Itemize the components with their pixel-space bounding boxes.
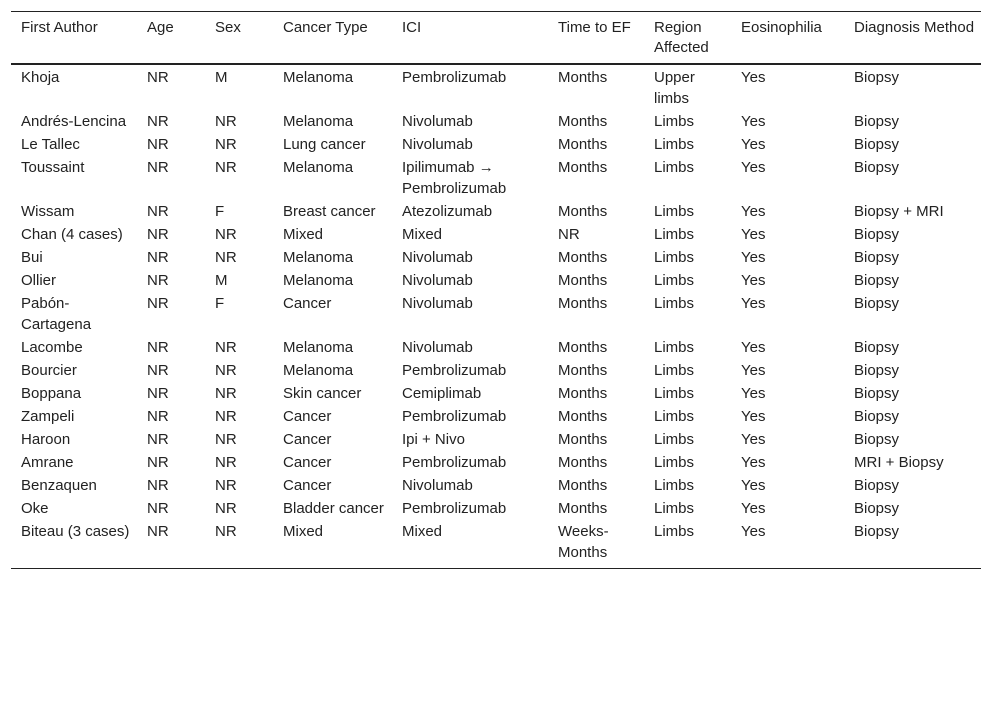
cell-eosinophilia: Yes — [741, 295, 766, 312]
cell-time-to-ef: Months — [558, 408, 608, 425]
cell-diagnosis-method: Biopsy — [854, 113, 900, 130]
cell-sex: NR — [215, 408, 237, 425]
cell-diagnosis-method: Biopsy — [854, 362, 900, 379]
cell-eosinophilia: Yes — [741, 454, 766, 471]
cell-time-to-ef: Months — [558, 249, 608, 266]
cell-diagnosis-method: Biopsy — [854, 295, 900, 312]
cell-diagnosis-method: MRI + Biopsy — [854, 454, 944, 471]
cell-age: NR — [147, 295, 169, 312]
header-ici: ICI — [392, 12, 548, 65]
cell-age: NR — [147, 477, 169, 494]
cell-time-to-ef: Months — [558, 295, 608, 312]
cell-eosinophilia: Yes — [741, 339, 766, 356]
cell-age: NR — [147, 454, 169, 471]
cell-cancer-type: Lung cancer — [283, 136, 366, 153]
cell-time-to-ef: NR — [558, 226, 580, 243]
cell-age: NR — [147, 113, 169, 130]
cell-time-to-ef: Months — [558, 477, 608, 494]
cell-sex: NR — [215, 226, 237, 243]
cell-sex: NR — [215, 362, 237, 379]
cell-ici: Ipi + Nivo — [402, 431, 465, 448]
cell-first-author: Oke — [21, 500, 49, 517]
cell-cancer-type: Mixed — [283, 523, 324, 540]
cell-diagnosis-method: Biopsy + MRI — [854, 203, 944, 220]
cell-age: NR — [147, 272, 169, 289]
cell-region-affected: Limbs — [654, 136, 695, 153]
cell-region-affected: Limbs — [654, 249, 695, 266]
cell-cancer-type: Breast cancer — [283, 203, 376, 220]
cell-time-to-ef: Months — [558, 500, 608, 517]
cell-sex: F — [215, 203, 225, 220]
cell-cancer-type: Cancer — [283, 477, 332, 494]
cell-ici: Ipilimumab → Pembrolizumab — [402, 159, 507, 197]
cell-ici: Nivolumab — [402, 249, 473, 266]
cell-sex: M — [215, 272, 228, 289]
cell-first-author: Chan (4 cases) — [21, 226, 123, 243]
table-row — [11, 133, 981, 156]
table-row — [11, 451, 981, 474]
cell-first-author: Biteau (3 cases) — [21, 523, 130, 540]
cell-ici: Nivolumab — [402, 477, 473, 494]
cell-ici: Mixed — [402, 523, 443, 540]
cell-age: NR — [147, 362, 169, 379]
cell-cancer-type: Cancer — [283, 431, 332, 448]
table-row — [11, 269, 981, 292]
table-row — [11, 428, 981, 451]
cell-region-affected: Limbs — [654, 203, 695, 220]
cell-eosinophilia: Yes — [741, 159, 766, 176]
cell-sex: NR — [215, 500, 237, 517]
cell-diagnosis-method: Biopsy — [854, 272, 900, 289]
cell-cancer-type: Melanoma — [283, 339, 354, 356]
cell-diagnosis-method: Biopsy — [854, 477, 900, 494]
cell-cancer-type: Cancer — [283, 408, 332, 425]
cell-first-author: Benzaquen — [21, 477, 97, 494]
cell-region-affected: Limbs — [654, 408, 695, 425]
cell-sex: NR — [215, 477, 237, 494]
cell-cancer-type: Melanoma — [283, 249, 354, 266]
cell-first-author: Zampeli — [21, 408, 75, 425]
cell-eosinophilia: Yes — [741, 477, 766, 494]
cell-eosinophilia: Yes — [741, 362, 766, 379]
cell-sex: NR — [215, 113, 237, 130]
cell-eosinophilia: Yes — [741, 69, 766, 86]
table-row — [11, 520, 981, 569]
header-eosinophilia: Eosinophilia — [731, 12, 844, 65]
cell-time-to-ef: Months — [558, 454, 608, 471]
cell-time-to-ef: Months — [558, 136, 608, 153]
cell-region-affected: Upper limbs — [654, 69, 695, 107]
cell-age: NR — [147, 249, 169, 266]
cell-ici: Pembrolizumab — [402, 408, 507, 425]
cell-age: NR — [147, 69, 169, 86]
cell-ici: Nivolumab — [402, 136, 473, 153]
cell-cancer-type: Melanoma — [283, 113, 354, 130]
cell-region-affected: Limbs — [654, 226, 695, 243]
cell-ici: Nivolumab — [402, 113, 473, 130]
cell-region-affected: Limbs — [654, 500, 695, 517]
cell-sex: NR — [215, 136, 237, 153]
cell-region-affected: Limbs — [654, 295, 695, 312]
cell-first-author: Boppana — [21, 385, 82, 402]
cell-diagnosis-method: Biopsy — [854, 500, 900, 517]
header-cancer-type: Cancer Type — [273, 12, 392, 65]
cell-time-to-ef: Months — [558, 339, 608, 356]
cell-eosinophilia: Yes — [741, 408, 766, 425]
cell-ici: Pembrolizumab — [402, 500, 507, 517]
header-region-affected: Region Affected — [644, 12, 731, 65]
cell-age: NR — [147, 226, 169, 243]
cell-first-author: Lacombe — [21, 339, 83, 356]
table-row — [11, 497, 981, 520]
cell-time-to-ef: Months — [558, 385, 608, 402]
cell-region-affected: Limbs — [654, 385, 695, 402]
cell-sex: NR — [215, 523, 237, 540]
cell-region-affected: Limbs — [654, 272, 695, 289]
cell-region-affected: Limbs — [654, 362, 695, 379]
cell-ici: Nivolumab — [402, 295, 473, 312]
cell-diagnosis-method: Biopsy — [854, 408, 900, 425]
cell-time-to-ef: Months — [558, 69, 608, 86]
cell-time-to-ef: Weeks-Months — [558, 523, 609, 561]
cell-region-affected: Limbs — [654, 159, 695, 176]
cell-first-author: Bourcier — [21, 362, 77, 379]
cell-first-author: Haroon — [21, 431, 71, 448]
cell-eosinophilia: Yes — [741, 500, 766, 517]
cell-sex: NR — [215, 339, 237, 356]
cell-first-author: Pabón-Cartagena — [21, 295, 92, 333]
table-row — [11, 336, 981, 359]
cell-sex: NR — [215, 249, 237, 266]
cell-cancer-type: Skin cancer — [283, 385, 362, 402]
cell-ici: Mixed — [402, 226, 443, 243]
cell-eosinophilia: Yes — [741, 385, 766, 402]
cell-ici: Nivolumab — [402, 272, 473, 289]
cell-diagnosis-method: Biopsy — [854, 431, 900, 448]
cell-time-to-ef: Months — [558, 203, 608, 220]
cell-cancer-type: Cancer — [283, 454, 332, 471]
cell-sex: NR — [215, 385, 237, 402]
table-row — [11, 405, 981, 428]
cell-time-to-ef: Months — [558, 113, 608, 130]
cell-time-to-ef: Months — [558, 362, 608, 379]
cell-first-author: Andrés-Lencina — [21, 113, 127, 130]
cell-time-to-ef: Months — [558, 159, 608, 176]
cell-first-author: Amrane — [21, 454, 74, 471]
table-row — [11, 64, 981, 110]
header-age: Age — [137, 12, 205, 65]
cell-eosinophilia: Yes — [741, 226, 766, 243]
cell-cancer-type: Mixed — [283, 226, 324, 243]
header-time-to-ef: Time to EF — [548, 12, 644, 65]
header-sex: Sex — [205, 12, 273, 65]
cell-time-to-ef: Months — [558, 272, 608, 289]
cell-age: NR — [147, 159, 169, 176]
cell-sex: M — [215, 69, 228, 86]
cell-first-author: Le Tallec — [21, 136, 80, 153]
cell-age: NR — [147, 339, 169, 356]
cell-ici: Pembrolizumab — [402, 362, 507, 379]
cell-eosinophilia: Yes — [741, 431, 766, 448]
cell-diagnosis-method: Biopsy — [854, 136, 900, 153]
cell-region-affected: Limbs — [654, 454, 695, 471]
cell-ici: Cemiplimab — [402, 385, 482, 402]
cell-cancer-type: Melanoma — [283, 69, 354, 86]
cell-cancer-type: Melanoma — [283, 362, 354, 379]
cell-diagnosis-method: Biopsy — [854, 226, 900, 243]
cell-diagnosis-method: Biopsy — [854, 159, 900, 176]
cell-region-affected: Limbs — [654, 113, 695, 130]
cell-ici: Pembrolizumab — [402, 69, 507, 86]
cell-diagnosis-method: Biopsy — [854, 249, 900, 266]
cell-first-author: Khoja — [21, 69, 60, 86]
table-header-row — [11, 12, 981, 65]
cell-age: NR — [147, 408, 169, 425]
cell-age: NR — [147, 431, 169, 448]
cell-ici: Nivolumab — [402, 339, 473, 356]
table-row — [11, 223, 981, 246]
table-row — [11, 246, 981, 269]
cell-diagnosis-method: Biopsy — [854, 69, 900, 86]
cell-diagnosis-method: Biopsy — [854, 385, 900, 402]
cell-age: NR — [147, 500, 169, 517]
cell-sex: NR — [215, 431, 237, 448]
cell-cancer-type: Melanoma — [283, 159, 354, 176]
cell-time-to-ef: Months — [558, 431, 608, 448]
cell-cancer-type: Melanoma — [283, 272, 354, 289]
table-row — [11, 292, 981, 336]
header-diagnosis-method: Diagnosis Method — [844, 12, 981, 65]
cell-sex: F — [215, 295, 225, 312]
case-reports-table — [11, 11, 981, 569]
cell-cancer-type: Bladder cancer — [283, 500, 384, 517]
cell-diagnosis-method: Biopsy — [854, 339, 900, 356]
cell-age: NR — [147, 203, 169, 220]
cell-eosinophilia: Yes — [741, 523, 766, 540]
cell-eosinophilia: Yes — [741, 249, 766, 266]
cell-sex: NR — [215, 454, 237, 471]
table-body — [11, 64, 981, 569]
cell-age: NR — [147, 136, 169, 153]
cell-cancer-type: Cancer — [283, 295, 332, 312]
cell-eosinophilia: Yes — [741, 272, 766, 289]
cell-first-author: Ollier — [21, 272, 57, 289]
cell-first-author: Wissam — [21, 203, 75, 220]
cell-age: NR — [147, 523, 169, 540]
header-first-author: First Author — [11, 12, 137, 65]
cell-region-affected: Limbs — [654, 431, 695, 448]
cell-first-author: Bui — [21, 249, 43, 266]
cell-age: NR — [147, 385, 169, 402]
table-row — [11, 474, 981, 497]
table-row — [11, 359, 981, 382]
cell-ici: Atezolizumab — [402, 203, 493, 220]
table-row — [11, 110, 981, 133]
table-row — [11, 382, 981, 405]
table-row — [11, 156, 981, 200]
cell-region-affected: Limbs — [654, 339, 695, 356]
table-row — [11, 200, 981, 223]
cell-sex: NR — [215, 159, 237, 176]
cell-eosinophilia: Yes — [741, 113, 766, 130]
cell-diagnosis-method: Biopsy — [854, 523, 900, 540]
cell-eosinophilia: Yes — [741, 203, 766, 220]
cell-first-author: Toussaint — [21, 159, 85, 176]
cell-ici: Pembrolizumab — [402, 454, 507, 471]
cell-region-affected: Limbs — [654, 523, 695, 540]
table-container — [11, 11, 981, 569]
cell-region-affected: Limbs — [654, 477, 695, 494]
cell-eosinophilia: Yes — [741, 136, 766, 153]
